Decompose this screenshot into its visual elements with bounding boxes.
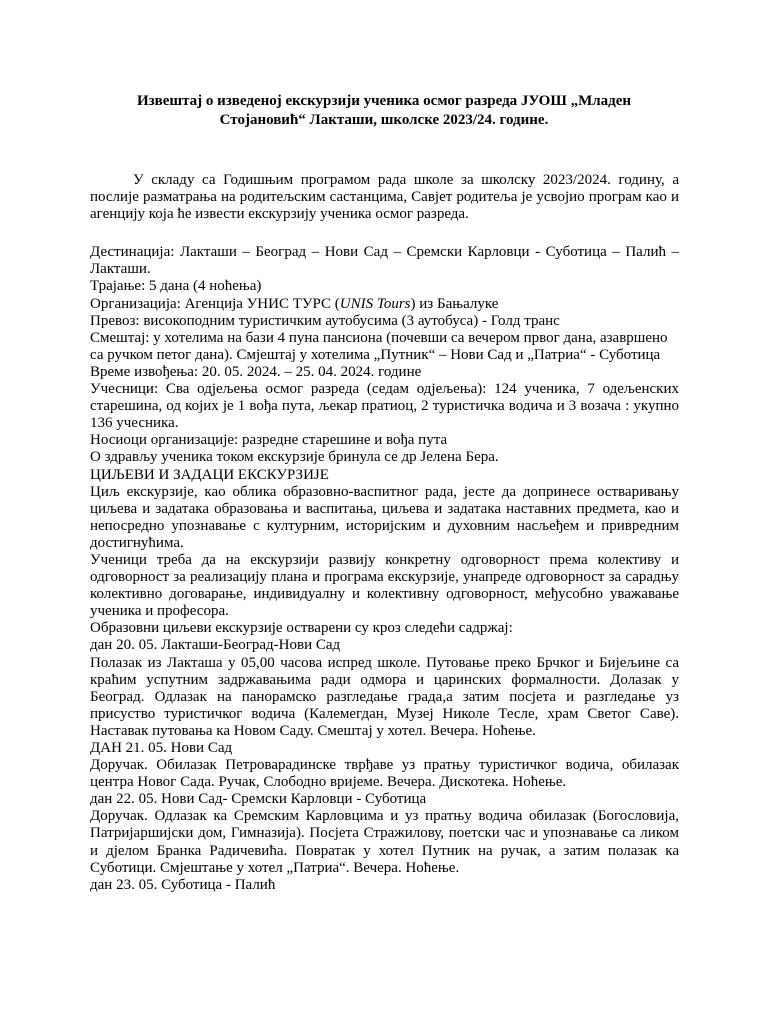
report-title	[100, 92, 668, 130]
goals-heading: ЦИЉЕВИ И ЗАДАЦИ ЕКСКУРЗИЈЕ	[90, 466, 329, 483]
intro-paragraph: У складу са Годишњим програмом рада школе за школску 2023/2024. годину, а послије разматрања на родитељским састанцима, Савјет родитеља је усвојио програм као и агенцију која ће извести екскурзију ученика осмог разреда.	[90, 172, 679, 223]
paragraph-gap	[90, 223, 679, 244]
report-title-line-2: Стојановић“ Лакташи, школске 2023/24. године.	[219, 112, 549, 128]
day-heading: дан 22. 05. Нови Сад- Сремски Карловци - Суботица	[90, 791, 427, 808]
day-text: Полазак из Лакташа у 05,00 часова испред школе. Путовање преко Брчког и Бијељине са краћим успутним задржавањима ради одмора и царинских формалности. Долазак у Београд. Одлазак на панорамско разгледање града,а затим посјета и разгледање уз присуство туристичког водича (Калемегдан, Музеј Николе Тесле, храм Светог Саве). Наставак путовања ка Новом Саду. Смештај у хотел. Вечера. Ноћење.	[90, 654, 679, 739]
day-text: Доручак. Одлазак ка Сремским Карловцима и уз пратњу водича обилазак (Богословија, Патријаршијски дом, Гимназија). Посјета Стражилову, поетски час и упознавање са ликом и дјелом Бранка Радичевића. Повратак у хотел Путник на ручак, а затим полазак ка Суботици. Смјештање у хотел „Патриа“. Вечера. Ноћење.	[90, 808, 679, 876]
transport-line: Превоз: високоподним туристичким аутобусима (3 аутобуса) - Голд транс	[90, 312, 560, 329]
report-title-line-1: Извештај о изведеној екскурзији ученика осмог разреда ЈУОШ „Младен	[136, 93, 632, 109]
accommodation-line-1: Смештај: у хотелима на бази 4 пуна пансиона (почевши са вечером првог дана, азавршено	[90, 329, 668, 346]
organization-suffix: ) из Бањалуке	[410, 295, 499, 312]
day-heading: ДАН 21. 05. Нови Сад	[90, 740, 233, 756]
organization-italic: UNIS Tours	[339, 295, 411, 312]
day-heading: дан 20. 05. Лакташи-Београд-Нови Сад	[90, 637, 341, 654]
time-line: Време извођења: 20. 05. 2024. – 25. 04. 2024. године	[90, 363, 422, 380]
goals-paragraph-2: Ученици треба да на екскурзији развију конкретну одговорност према колективу и одговорност за реализацију плана и програма екскурзије, унапреде одговорност за сарадњу колективно договарање, индивидуалну и колективну одговорност, међусобно уважавање ученика и професора.	[90, 551, 679, 620]
report-body	[90, 172, 679, 894]
participants-paragraph: Учесници: Сва одјељења осмог разреда (седам одјељења): 124 ученика, 7 одељенских старешина, од којих је 1 вођа пута, љекар пратиоц, 2 туристичка водича и 3 возача : укупно 136 учесника.	[90, 381, 679, 432]
organizers-line: Носиоци организације: разредне старешине и вођа пута	[90, 432, 448, 449]
organization-line	[90, 296, 679, 313]
goals-paragraph-3: Образовни циљеви екскурзије остварени су кроз следећи садржај:	[90, 620, 513, 637]
day-text: Доручак. Обилазак Петроварадинске тврђаве уз пратњу туристичког водича, обилазак центра Новог Сада. Ручак, Слободно вријеме. Вечера. Дискотека. Ноћење.	[90, 757, 679, 791]
day-heading: дан 23. 05. Суботица - Палић	[90, 876, 276, 893]
accommodation-line-2: са ручком петог дана). Смјештај у хотелима „Путник“ – Нови Сад и „Патриа“ - Суботица	[90, 346, 661, 363]
destination-line-1: Дестинација: Лакташи – Београд – Нови Сад – Сремски Карловци - Суботица – Палић –	[90, 244, 679, 261]
organization-text: Организација: Агенција УНИС ТУРС (	[90, 295, 340, 312]
health-line: О здрављу ученика током екскурзије бринула се др Јелена Бера.	[90, 449, 499, 466]
destination-line-2: Лакташи.	[90, 261, 151, 278]
duration-line: Трајање: 5 дана (4 ноћења)	[90, 278, 262, 295]
goals-paragraph-1: Циљ екскурзије, као облика образовно-васпитног рада, јесте да допринесе остваривању циљева и задатака образовања и васпитања, циљева и задатака наставних предмета, као и непосредно упознавање с културним, историјским и духовним насљеђем и привредним достигнућима.	[90, 483, 679, 551]
